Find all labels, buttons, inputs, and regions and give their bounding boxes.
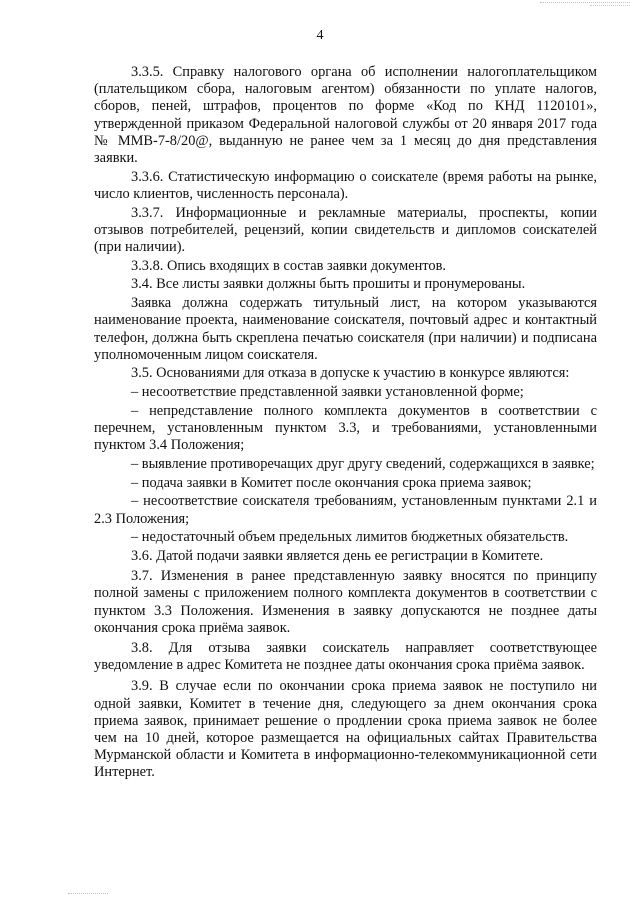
paragraph-3-3-5: 3.3.5. Справку налогового органа об исполнении налогоплательщиком (плательщиком сбора, налоговым агентом) обязанности по уплате налогов, сборов, пеней, штрафов, процентов по форме «Код по КНД 1120101», утвержденной приказом Федеральной налоговой службы от 20 января 2017 года № ММВ-7-8/20@, выданную не ранее чем за 1 месяц до дня представления заявки. — [94, 64, 597, 167]
list-item: – несоответствие представленной заявки установленной форме; — [131, 384, 524, 401]
paragraph-3-6: 3.6. Датой подачи заявки является день ее регистрации в Комитете. — [131, 547, 544, 564]
paragraph-3-8: 3.8. Для отзыва заявки соискатель направляет соответствующее уведомление в адрес Комитета не позднее даты окончания срока приёма заявок. — [94, 640, 597, 674]
paragraph-3-9: 3.9. В случае если по окончании срока приема заявок не поступило ни одной заявки, Комитет в течение дня, следующего за днем окончания срока приема заявок, принимает решение о продлении срока приема заявок не более чем на 10 дней, которое размещается на официальных сайтах Правительства Мурманской области и Комитета в информационно-телекоммуникационной сети Интернет. — [94, 678, 597, 781]
list-item: – несоответствие соискателя требованиям, установленным пунктами 2.1 и 2.3 Положения; — [94, 493, 597, 527]
paragraph-3-7: 3.7. Изменения в ранее представленную заявку вносятся по принципу полной замены с приложением полного комплекта документов в соответствии с пунктом 3.3 Положения. Изменения в заявку допускаются не позднее даты окончания срока приёма заявок. — [94, 568, 597, 636]
list-item: – непредставление полного комплекта документов в соответствии с перечнем, установленным пунктом 3.3, и требованиями, установленными пунктом 3.4 Положения; — [94, 402, 597, 454]
list-item: – подача заявки в Комитет после окончания срока приема заявок; — [131, 474, 532, 491]
paragraph-3-3-7: 3.3.7. Информационные и рекламные материалы, проспекты, копии отзывов потребителей, рецензий, копии свидетельств и дипломов соискателей (при наличии). — [94, 204, 597, 256]
page-number: 4 — [316, 28, 324, 43]
paragraph-title-page-requirements: Заявка должна содержать титульный лист, на котором указываются наименование проекта, наименование соискателя, почтовый адрес и контактный телефон, должна быть скреплена печатью соискателя (при наличии) и подписана уполномоченным лицом соискателя. — [94, 295, 597, 363]
list-item: – выявление противоречащих друг другу сведений, содержащихся в заявке; — [131, 455, 595, 472]
paragraph-3-3-8: 3.3.8. Опись входящих в состав заявки документов. — [131, 257, 446, 274]
scan-artifact — [590, 5, 630, 10]
paragraph-3-4: 3.4. Все листы заявки должны быть прошиты и пронумерованы. — [131, 276, 526, 293]
list-item: – недостаточный объем предельных лимитов бюджетных обязательств. — [131, 529, 569, 546]
document-body — [94, 64, 597, 783]
scan-artifact — [68, 893, 108, 896]
paragraph-3-3-6: 3.3.6. Статистическую информацию о соискателе (время работы на рынке, число клиентов, численность персонала). — [94, 168, 597, 202]
paragraph-3-5: 3.5. Основаниями для отказа в допуске к участию в конкурсе являются: — [131, 365, 570, 382]
